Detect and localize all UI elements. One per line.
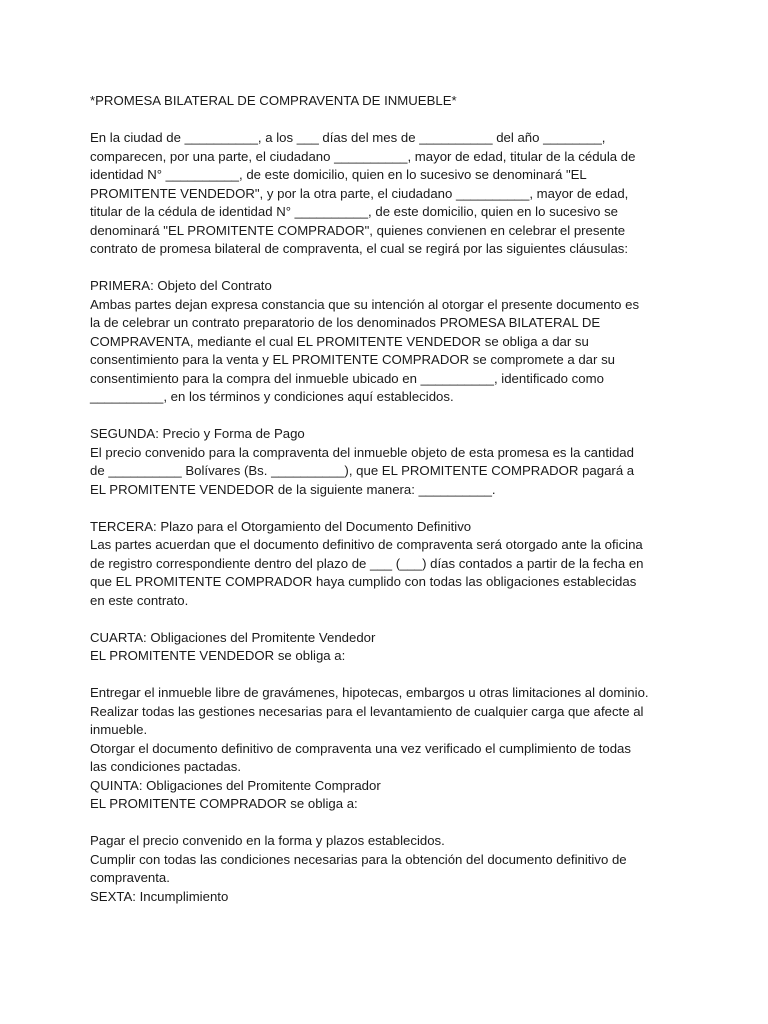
clause-cuarta — [90, 629, 680, 777]
clause-line: COMPRAVENTA, mediante el cual EL PROMITENTE VENDEDOR se obliga a dar su — [90, 333, 589, 349]
obligation-line: las condiciones pactadas. — [90, 759, 242, 774]
spacer — [90, 610, 680, 629]
spacer — [90, 814, 680, 833]
clause-line: de __________ Bolívares (Bs. __________), que EL PROMITENTE COMPRADOR pagará a — [90, 463, 635, 478]
document-body — [90, 92, 680, 906]
clause-line: Ambas partes dejan expresa constancia que su intención al otorgar el presente documento es — [90, 296, 640, 312]
intro-paragraph — [90, 129, 680, 259]
obligation-line: inmueble. — [90, 722, 148, 737]
document-title: *PROMESA BILATERAL DE COMPRAVENTA DE INMUEBLE* — [90, 93, 457, 108]
clause-heading: CUARTA: Obligaciones del Promitente Vendedor — [90, 629, 376, 645]
intro-line: titular de la cédula de identidad N° __________, de este domicilio, quien en lo sucesivo se — [90, 204, 618, 219]
spacer — [90, 407, 680, 426]
clause-sexta — [90, 888, 680, 907]
clause-heading: SEGUNDA: Precio y Forma de Pago — [90, 426, 305, 441]
clause-heading: TERCERA: Plazo para el Otorgamiento del Documento Definitivo — [90, 518, 472, 534]
clause-subheading: EL PROMITENTE COMPRADOR se obliga a: — [90, 796, 358, 811]
clause-heading: QUINTA: Obligaciones del Promitente Comprador — [90, 777, 381, 793]
intro-line: comparecen, por una parte, el ciudadano __________, mayor de edad, titular de la cédula de — [90, 148, 636, 164]
obligation-line: Entregar el inmueble libre de gravámenes, hipotecas, embargos u otras limitaciones al dominio. — [90, 685, 649, 700]
obligation-line: Otorgar el documento definitivo de compraventa una vez verificado el cumplimiento de todas — [90, 740, 631, 756]
clause-line: consentimiento para la compra del inmueble ubicado en __________, identificado como — [90, 370, 604, 386]
intro-line: En la ciudad de __________, a los ___ días del mes de __________ del año ________, — [90, 130, 606, 145]
clause-line: __________, en los términos y condiciones aquí establecidos. — [90, 389, 454, 404]
intro-line: denominará "EL PROMITENTE COMPRADOR", quienes convienen en celebrar el presente — [90, 222, 626, 238]
spacer — [90, 499, 680, 518]
clause-line: que EL PROMITENTE COMPRADOR haya cumplido con todas las obligaciones establecidas — [90, 574, 637, 589]
clause-tercera — [90, 518, 680, 611]
intro-line: PROMITENTE VENDEDOR", y por la otra parte, el ciudadano __________, mayor de edad, — [90, 185, 629, 201]
spacer — [90, 111, 680, 130]
obligation-line: Pagar el precio convenido en la forma y plazos establecidos. — [90, 833, 445, 848]
obligation-line: compraventa. — [90, 870, 170, 885]
clause-line: El precio convenido para la compraventa del inmueble objeto de esta promesa es la cantidad — [90, 444, 634, 460]
clause-primera — [90, 277, 680, 407]
spacer — [90, 666, 680, 685]
intro-line: identidad N° __________, de este domicilio, quien en lo sucesivo se denominará "EL — [90, 167, 587, 182]
clause-line: EL PROMITENTE VENDEDOR de la siguiente manera: __________. — [90, 481, 496, 497]
clause-subheading: EL PROMITENTE VENDEDOR se obliga a: — [90, 648, 346, 663]
obligation-line: Realizar todas las gestiones necesarias para el levantamiento de cualquier carga que afecte al — [90, 703, 644, 719]
clause-segunda — [90, 425, 680, 499]
clause-heading: SEXTA: Incumplimiento — [90, 888, 229, 904]
clause-heading: PRIMERA: Objeto del Contrato — [90, 278, 272, 293]
clause-line: consentimiento para la venta y EL PROMITENTE COMPRADOR se compromete a dar su — [90, 352, 616, 367]
intro-line: contrato de promesa bilateral de compraventa, el cual se regirá por las siguientes cláusulas: — [90, 241, 629, 256]
clause-quinta — [90, 777, 680, 888]
clause-line: la de celebrar un contrato preparatorio de los denominados PROMESA BILATERAL DE — [90, 315, 601, 330]
clause-line: Las partes acuerdan que el documento definitivo de compraventa será otorgado ante la oficina — [90, 537, 643, 552]
spacer — [90, 259, 680, 278]
clause-line: de registro correspondiente dentro del plazo de ___ (___) días contados a partir de la fecha en — [90, 555, 644, 571]
obligation-line: Cumplir con todas las condiciones necesarias para la obtención del documento definitivo de — [90, 851, 627, 867]
clause-line: en este contrato. — [90, 592, 189, 608]
